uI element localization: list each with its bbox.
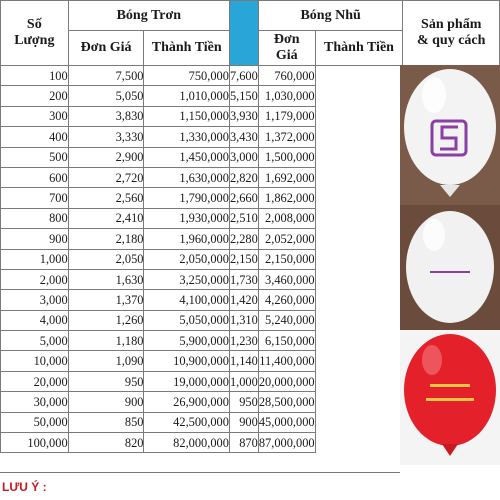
quantity-cell: 20,000	[1, 371, 69, 391]
plain-total-cell: 750,000	[144, 66, 229, 86]
pearl-total-cell: 5,240,000	[258, 310, 315, 330]
pearl-unit-price-cell: 3,000	[229, 147, 258, 167]
pearl-total-cell: 1,862,000	[258, 188, 315, 208]
plain-unit-price-cell: 900	[68, 392, 144, 412]
plain-total-cell: 1,150,000	[144, 106, 229, 126]
plain-unit-price-cell: 2,900	[68, 147, 144, 167]
pearl-unit-price-cell: 1,420	[229, 290, 258, 310]
plain-unit-price-cell: 2,180	[68, 229, 144, 249]
plain-total-cell: 1,960,000	[144, 229, 229, 249]
product-image-cell	[315, 371, 403, 391]
balloon-photo-red	[400, 330, 500, 465]
product-image-cell	[315, 188, 403, 208]
pearl-unit-price-cell: 2,280	[229, 229, 258, 249]
pearl-total-cell: 4,260,000	[258, 290, 315, 310]
header-quantity: Số Lượng	[1, 1, 69, 66]
header-plain-total: Thành Tiền	[144, 31, 229, 66]
pearl-total-cell: 11,400,000	[258, 351, 315, 371]
balloon-photo-white-logo	[400, 65, 500, 205]
pearl-total-cell: 20,000,000	[258, 371, 315, 391]
plain-total-cell: 5,050,000	[144, 310, 229, 330]
pearl-unit-price-cell: 2,510	[229, 208, 258, 228]
plain-total-cell: 5,900,000	[144, 331, 229, 351]
quantity-cell: 100,000	[1, 433, 69, 453]
quantity-cell: 30,000	[1, 392, 69, 412]
quantity-cell: 700	[1, 188, 69, 208]
plain-unit-price-cell: 3,830	[68, 106, 144, 126]
pearl-unit-price-cell: 3,430	[229, 127, 258, 147]
pearl-unit-price-cell: 870	[229, 433, 258, 453]
product-image-cell	[315, 66, 403, 86]
balloon-photo-white-text	[400, 205, 500, 330]
header-pearl-unit-price: Đơn Giá	[258, 31, 315, 66]
quantity-cell: 3,000	[1, 290, 69, 310]
plain-unit-price-cell: 5,050	[68, 86, 144, 106]
quantity-cell: 400	[1, 127, 69, 147]
note-divider	[0, 472, 400, 473]
pearl-unit-price-cell: 1,230	[229, 331, 258, 351]
quantity-cell: 200	[1, 86, 69, 106]
quantity-cell: 800	[1, 208, 69, 228]
product-image-cell	[315, 433, 403, 453]
product-image-cell	[315, 351, 403, 371]
product-image-cell	[315, 86, 403, 106]
plain-total-cell: 10,900,000	[144, 351, 229, 371]
plain-total-cell: 1,790,000	[144, 188, 229, 208]
pearl-total-cell: 28,500,000	[258, 392, 315, 412]
plain-unit-price-cell: 1,180	[68, 331, 144, 351]
plain-unit-price-cell: 850	[68, 412, 144, 432]
product-image-cell	[315, 229, 403, 249]
plain-unit-price-cell: 2,560	[68, 188, 144, 208]
plain-total-cell: 1,330,000	[144, 127, 229, 147]
plain-total-cell: 1,450,000	[144, 147, 229, 167]
pearl-unit-price-cell: 1,310	[229, 310, 258, 330]
pearl-unit-price-cell: 1,140	[229, 351, 258, 371]
pearl-total-cell: 45,000,000	[258, 412, 315, 432]
pearl-total-cell: 1,372,000	[258, 127, 315, 147]
product-image-cell	[315, 147, 403, 167]
pearl-unit-price-cell: 2,150	[229, 249, 258, 269]
plain-total-cell: 4,100,000	[144, 290, 229, 310]
note-row	[0, 472, 400, 500]
plain-unit-price-cell: 2,410	[68, 208, 144, 228]
plain-unit-price-cell: 950	[68, 371, 144, 391]
quantity-cell: 500	[1, 147, 69, 167]
plain-total-cell: 1,630,000	[144, 167, 229, 187]
pearl-total-cell: 2,052,000	[258, 229, 315, 249]
pearl-unit-price-cell: 7,600	[229, 66, 258, 86]
header-pearl-balloon: Bóng Nhũ	[258, 1, 403, 31]
plain-total-cell: 42,500,000	[144, 412, 229, 432]
pearl-unit-price-cell: 2,660	[229, 188, 258, 208]
pearl-unit-price-cell: 3,930	[229, 106, 258, 126]
product-image-cell	[315, 290, 403, 310]
quantity-cell: 1,000	[1, 249, 69, 269]
balloon-red-printed-icon	[400, 330, 500, 465]
plain-unit-price-cell: 1,260	[68, 310, 144, 330]
product-image-cell	[315, 331, 403, 351]
pearl-unit-price-cell: 900	[229, 412, 258, 432]
plain-unit-price-cell: 1,090	[68, 351, 144, 371]
header-product: Sản phẩm & quy cách	[403, 1, 500, 66]
pearl-total-cell: 6,150,000	[258, 331, 315, 351]
plain-total-cell: 2,050,000	[144, 249, 229, 269]
plain-unit-price-cell: 7,500	[68, 66, 144, 86]
product-image-cell	[315, 310, 403, 330]
plain-total-cell: 82,000,000	[144, 433, 229, 453]
header-plain-unit-price: Đơn Giá	[68, 31, 144, 66]
plain-unit-price-cell: 820	[68, 433, 144, 453]
product-image-cell	[315, 412, 403, 432]
column-separator	[229, 1, 258, 66]
quantity-cell: 4,000	[1, 310, 69, 330]
plain-total-cell: 19,000,000	[144, 371, 229, 391]
quantity-cell: 5,000	[1, 331, 69, 351]
plain-total-cell: 1,930,000	[144, 208, 229, 228]
pearl-total-cell: 1,179,000	[258, 106, 315, 126]
product-image-cell	[315, 106, 403, 126]
balloon-white-text-icon	[400, 205, 500, 330]
plain-total-cell: 26,900,000	[144, 392, 229, 412]
pearl-unit-price-cell: 950	[229, 392, 258, 412]
quantity-cell: 300	[1, 106, 69, 126]
pearl-total-cell: 3,460,000	[258, 269, 315, 289]
pearl-unit-price-cell: 5,150	[229, 86, 258, 106]
quantity-cell: 900	[1, 229, 69, 249]
plain-unit-price-cell: 1,630	[68, 269, 144, 289]
plain-total-cell: 3,250,000	[144, 269, 229, 289]
plain-unit-price-cell: 1,370	[68, 290, 144, 310]
product-image-cell	[315, 208, 403, 228]
product-image-cell	[315, 269, 403, 289]
product-image-cell	[315, 127, 403, 147]
pearl-total-cell: 2,008,000	[258, 208, 315, 228]
pearl-total-cell: 760,000	[258, 66, 315, 86]
quantity-cell: 100	[1, 66, 69, 86]
quantity-cell: 2,000	[1, 269, 69, 289]
pearl-total-cell: 1,692,000	[258, 167, 315, 187]
product-image-cell	[315, 392, 403, 412]
plain-unit-price-cell: 2,050	[68, 249, 144, 269]
pearl-unit-price-cell: 1,000	[229, 371, 258, 391]
product-image-cell	[315, 167, 403, 187]
pearl-unit-price-cell: 2,820	[229, 167, 258, 187]
header-plain-balloon: Bóng Trơn	[68, 1, 229, 31]
quantity-cell: 600	[1, 167, 69, 187]
pearl-total-cell: 2,150,000	[258, 249, 315, 269]
plain-total-cell: 1,010,000	[144, 86, 229, 106]
pearl-total-cell: 1,030,000	[258, 86, 315, 106]
pearl-unit-price-cell: 1,730	[229, 269, 258, 289]
product-image-cell	[315, 249, 403, 269]
note-label: LƯU Ý :	[2, 480, 47, 494]
header-pearl-total: Thành Tiền	[315, 31, 403, 66]
plain-unit-price-cell: 2,720	[68, 167, 144, 187]
pearl-total-cell: 1,500,000	[258, 147, 315, 167]
plain-unit-price-cell: 3,330	[68, 127, 144, 147]
quantity-cell: 50,000	[1, 412, 69, 432]
balloon-white-logo-icon	[400, 65, 500, 205]
quantity-cell: 10,000	[1, 351, 69, 371]
pearl-total-cell: 87,000,000	[258, 433, 315, 453]
